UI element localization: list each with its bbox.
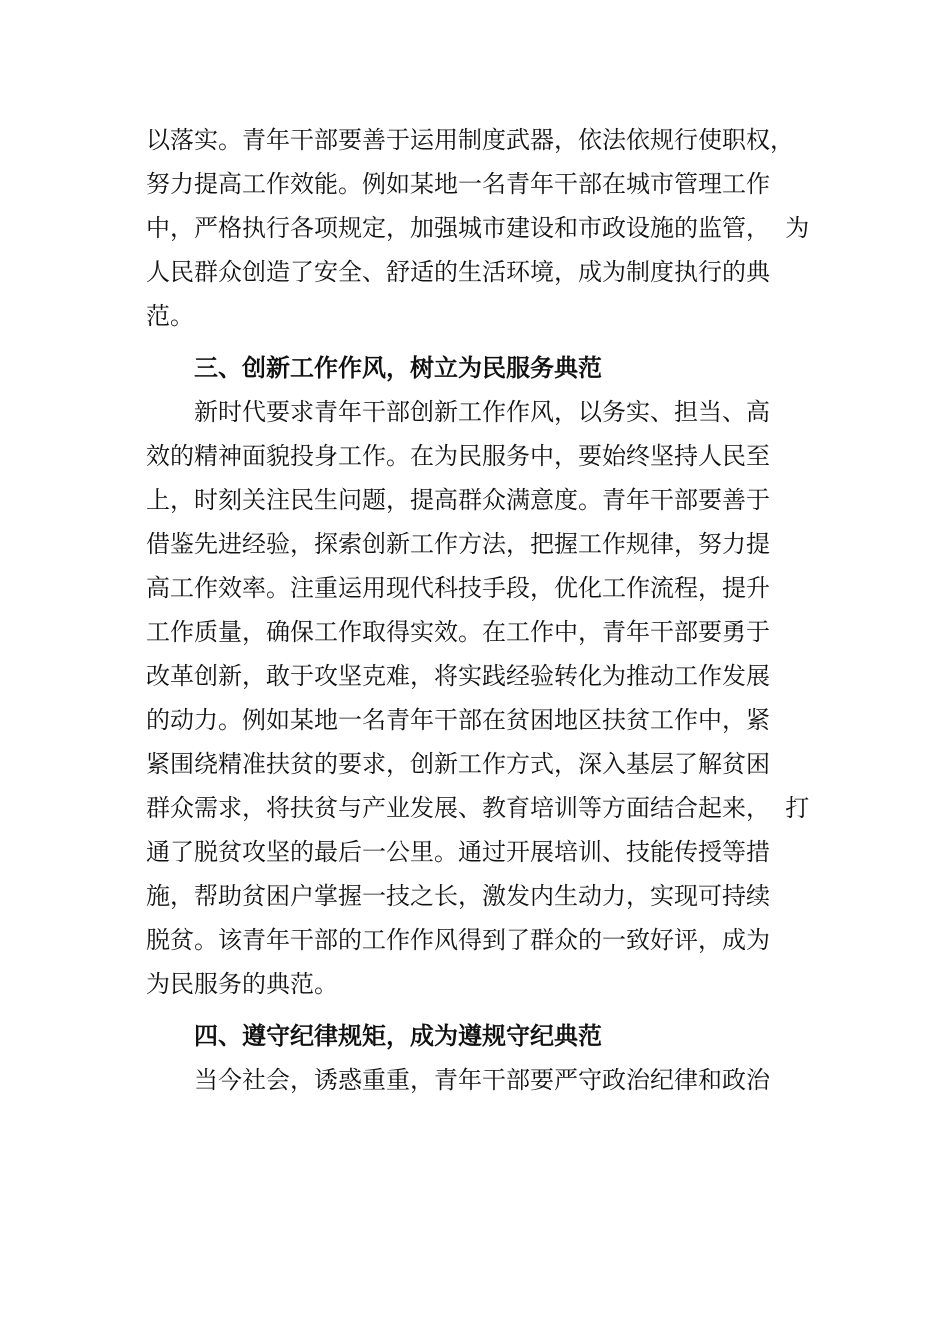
text-line: 中，严格执行各项规定，加强城市建设和市政设施的监管， 为 [146,214,810,242]
text-line: 改革创新，敢于攻坚克难，将实践经验转化为推动工作发展 [146,662,770,690]
text-line: 新时代要求青年干部创新工作作风，以务实、担当、高 [194,398,770,426]
section-spacer [146,338,826,346]
text-line: 施，帮助贫困户掌握一技之长，激发内生动力，实现可持续 [146,882,770,910]
text-line: 当今社会，诱惑重重，青年干部要严守政治纪律和政治 [194,1066,770,1094]
section-3 [146,346,826,1006]
section-2-continuation [146,118,826,338]
text-line: 紧围绕精准扶贫的要求，创新工作方式，深入基层了解贫困 [146,750,770,778]
text-line: 的动力。例如某地一名青年干部在贫困地区扶贫工作中，紧 [146,706,770,734]
text-line: 群众需求，将扶贫与产业发展、教育培训等方面结合起来， 打 [146,794,810,822]
text-line: 努力提高工作效能。例如某地一名青年干部在城市管理工作 [146,170,770,198]
text-line: 以落实。青年干部要善于运用制度武器，依法依规行使职权， [146,126,794,154]
text-line: 高工作效率。注重运用现代科技手段，优化工作流程，提升 [146,574,770,602]
text-line: 范。 [146,302,194,330]
section-3-heading: 三、创新工作作风，树立为民服务典范 [194,354,602,382]
section-4-heading: 四、遵守纪律规矩，成为遵规守纪典范 [194,1022,602,1050]
text-line: 借鉴先进经验，探索创新工作方法，把握工作规律，努力提 [146,530,770,558]
text-line: 效的精神面貌投身工作。在为民服务中，要始终坚持人民至 [146,442,770,470]
section-4 [146,1014,826,1102]
text-line: 通了脱贫攻坚的最后一公里。通过开展培训、技能传授等措 [146,838,770,866]
text-line: 人民群众创造了安全、舒适的生活环境，成为制度执行的典 [146,258,770,286]
section-spacer [146,1006,826,1014]
text-line: 为民服务的典范。 [146,970,338,998]
text-line: 上，时刻关注民生问题，提高群众满意度。青年干部要善于 [146,486,770,514]
text-line: 工作质量，确保工作取得实效。在工作中，青年干部要勇于 [146,618,770,646]
document-body [146,118,826,1102]
text-line: 脱贫。该青年干部的工作作风得到了群众的一致好评，成为 [146,926,770,954]
